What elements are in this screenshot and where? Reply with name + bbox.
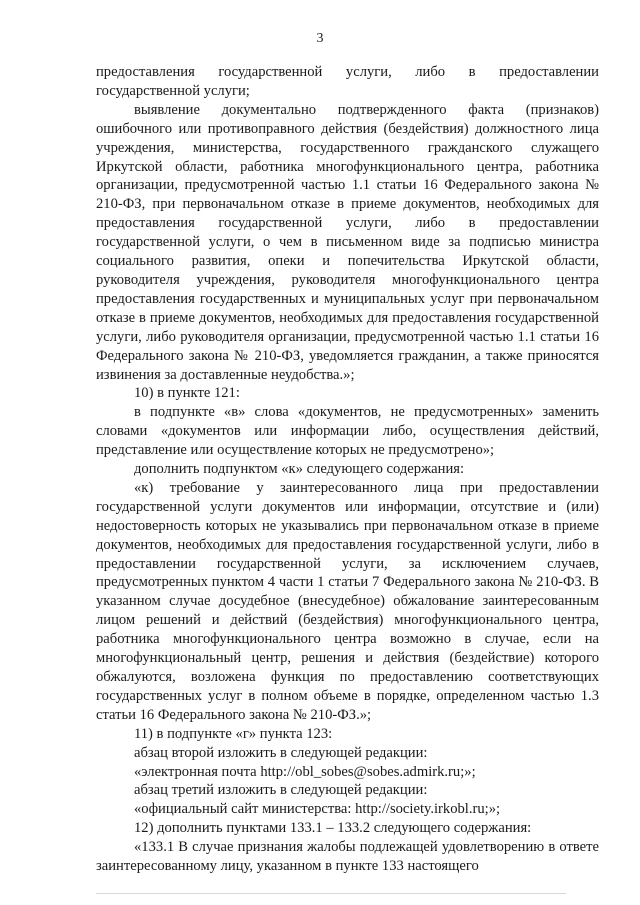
paragraph: 10) в пункте 121: [134,385,240,402]
paragraph: 11) в подпункте «г» пункта 123: [134,725,333,742]
paragraph: «электронная почта http://obl_sobes@sobes.admirk.ru;»; [134,763,476,780]
paragraph: «к) требование у заинтересованного лица при предоставлении государственной услуги документов или информации, отсутствие и (или) недостоверность которых не указывались при первоначальном отказе в приеме документов, необходимых для предоставления государственной услуги, либо в предоставлении государственной услуги, за исключением случаев, предусмотренных пунктом 4 части 1 статьи 7 Федерального закона № 210-ФЗ. В указанном случае досудебное (внесудебное) обжалование заинтересованным лицом решений и действий (бездействия) многофункционального центра, работника многофункционального центра возможно в случае, если на многофункциональный центр, решения и действия (бездействие) которого обжалуются, возложена функция по предоставлению соответствующих государственных услуг в полном объеме в порядке, определенном частью 1.3 статьи 16 Федерального закона № 210-ФЗ.»; [96,479,599,723]
paragraph: абзац третий изложить в следующей редакции: [134,782,428,799]
page-number: 3 [316,31,324,46]
paragraph: «133.1 В случае признания жалобы подлежащей удовлетворению в ответе заинтересованному лицу, указанном в пункте 133 настоящего [96,839,599,875]
paragraph: предоставления государственной услуги, либо в предоставлении государственной услуги; [96,64,599,99]
paragraph: выявление документально подтвержденного факта (признаков) ошибочного или противоправного действия (бездействия) должностного лица учреждения, министерства, государственного гражданского служащего Иркутской области, работника многофункционального центра, работника организации, предусмотренной частью 1.1 статьи 16 Федерального закона № 210-ФЗ, при первоначальном отказе в приеме документов, необходимых для предоставления государственной услуги, либо в предоставлении государственной услуги, о чем в письменном виде за подписью министра социального развития, опеки и попечительства Иркутской области, руководителя учреждения, руководителя многофункционального центра предоставления государственных и муниципальных услуг при первоначальном отказе в приеме документов, необходимых для предоставления государственной услуги, либо руководителя организации, предусмотренной частью 1.1 статьи 16 Федерального закона № 210-ФЗ, уведомляется гражданин, а также приносятся извинения за доставленные неудобства.»; [96,101,599,383]
paragraph: дополнить подпунктом «к» следующего содержания: [134,461,465,478]
scan-edge-line [96,893,566,894]
document-body [96,63,599,876]
paragraph: 12) дополнить пунктами 133.1 – 133.2 следующего содержания: [134,820,532,837]
paragraph: в подпункте «в» слова «документов, не предусмотренных» заменить словами «документов или информации либо, осуществления действий, представление или осуществление которых не предусмотрено»; [96,404,599,459]
paragraph: «официальный сайт министерства: http://society.irkobl.ru;»; [134,801,501,818]
paragraph: абзац второй изложить в следующей редакции: [134,744,428,761]
